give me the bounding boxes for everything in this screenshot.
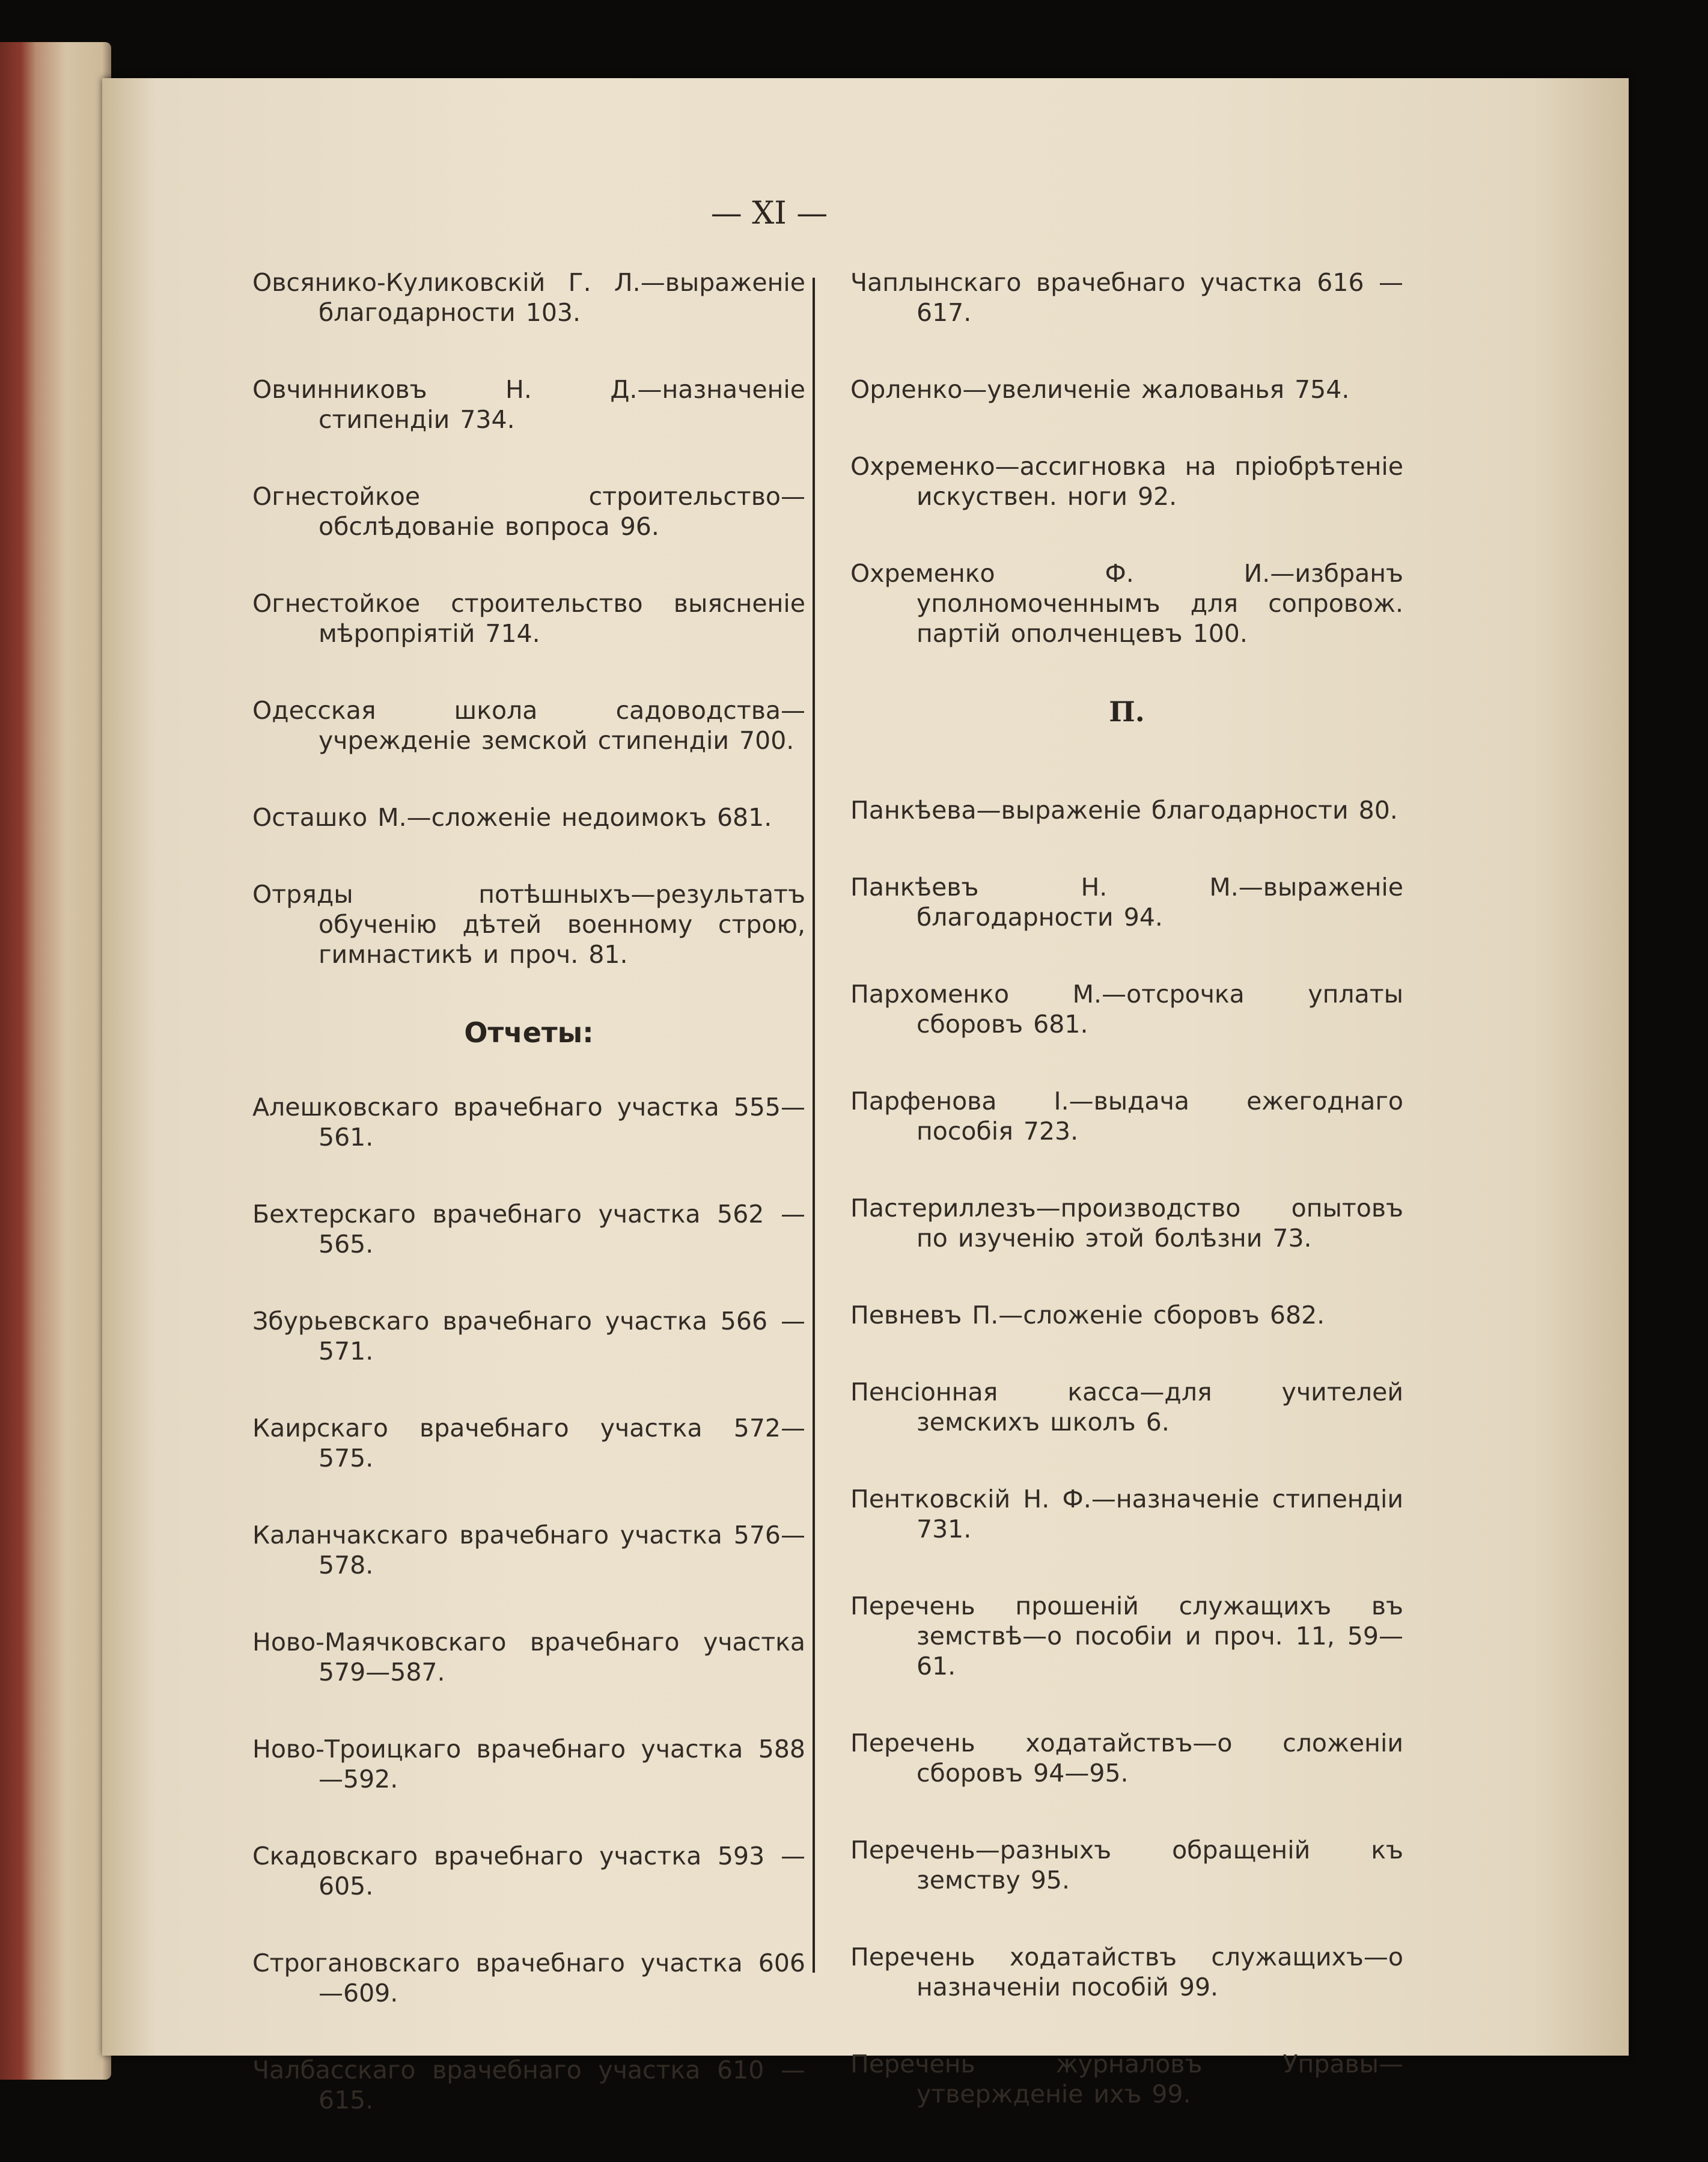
index-entry: Охременко—ассигновка на прiобрѣтенiе искуствен. ноги 92. <box>850 452 1403 511</box>
right-column <box>850 267 1403 2156</box>
index-entry: Отряды потѣшныхъ—результатъ обученiю дѣтей военному строю, гимнастикѣ и проч. 81. <box>252 880 805 969</box>
report-entry: Бехтерскаго врачебнаго участка 562 —565. <box>252 1200 805 1259</box>
index-entry: Перечень—разныхъ обращенiй къ земству 95. <box>850 1836 1403 1895</box>
index-entry: Певневъ П.—сложенiе сборовъ 682. <box>850 1301 1325 1330</box>
index-entry: Панкѣевъ Н. М.—выраженiе благодарности 94. <box>850 873 1403 932</box>
index-entry: Панкѣева—выраженiе благодарности 80. <box>850 796 1398 825</box>
index-entry: Одесская школа садоводства—учрежденiе земской стипендiи 700. <box>252 696 805 755</box>
report-entry: Чаплынскаго врачебнаго участка 616 —617. <box>850 268 1403 327</box>
report-entry: Каланчакскаго врачебнаго участка 576—578. <box>252 1521 805 1580</box>
index-entry: Овсянико-Куликовскiй Г. Л.—выраженiе благодарности 103. <box>252 268 805 327</box>
index-entry: Перечень ходатайствъ служащихъ—о назначенiи пособiй 99. <box>850 1943 1403 2002</box>
index-entry: Огнестойкое строительство выясненiе мѣропрiятiй 714. <box>252 589 805 648</box>
index-entry: Осташко М.—сложенiе недоимокъ 681. <box>252 803 772 832</box>
index-entry: Перечень прошенiй служащихъ въ земствѣ—о пособiи и проч. 11, 59—61. <box>850 1592 1403 1681</box>
left-column <box>252 267 805 2162</box>
index-entry: Парфенова I.—выдача ежегоднаго пособiя 723. <box>850 1087 1403 1146</box>
index-entry: Овчинниковъ Н. Д.—назначенiе стипендiи 734. <box>252 375 805 434</box>
column-divider <box>813 278 815 1973</box>
index-entry: Пентковскiй Н. Ф.—назначенiе стипендiи 731. <box>850 1485 1403 1544</box>
section-heading-reports: Отчеты: <box>464 1016 594 1049</box>
index-entry: Пархоменко М.—отсрочка уплаты сборовъ 681. <box>850 980 1403 1039</box>
report-entry: Алешковскаго врачебнаго участка 555—561. <box>252 1093 805 1152</box>
index-entry: Охременко Ф. И.—избранъ уполномоченнымъ для сопровож. партiй ополченцевъ 100. <box>850 559 1403 648</box>
index-entry: Перечень журналовъ Управы—утвержденiе ихъ 99. <box>850 2050 1403 2109</box>
index-entry: Пенсiонная касса—для учителей земскихъ школъ 6. <box>850 1378 1403 1437</box>
report-entry: Каирскаго врачебнаго участка 572— 575. <box>252 1414 805 1473</box>
report-entry: Чалбасскаго врачебнаго участка 610 —615. <box>252 2056 805 2115</box>
index-entry: Огнестойкое строительство—обслѣдованiе вопроса 96. <box>252 482 805 541</box>
page-number: — XI — <box>710 195 828 231</box>
index-entry: Пастериллезъ—производство опытовъ по изученiю этой болѣзни 73. <box>850 1194 1403 1253</box>
section-heading-letter: П. <box>1109 695 1145 728</box>
index-entry: Перечень ходатайствъ—о сложенiи сборовъ 94—95. <box>850 1729 1403 1788</box>
report-entry: Строгановскаго врачебнаго участка 606—609. <box>252 1949 805 2008</box>
report-entry: Збурьевскаго врачебнаго участка 566 —571. <box>252 1307 805 1366</box>
book-spine <box>0 42 111 2080</box>
report-entry: Скадовскаго врачебнаго участка 593 —605. <box>252 1842 805 1901</box>
report-entry: Ново-Троицкаго врачебнаго участка 588—592. <box>252 1735 805 1794</box>
report-entry: Ново-Маячковскаго врачебнаго участка 579—587. <box>252 1628 805 1687</box>
index-entry: Орленко—увеличенiе жалованья 754. <box>850 375 1350 404</box>
